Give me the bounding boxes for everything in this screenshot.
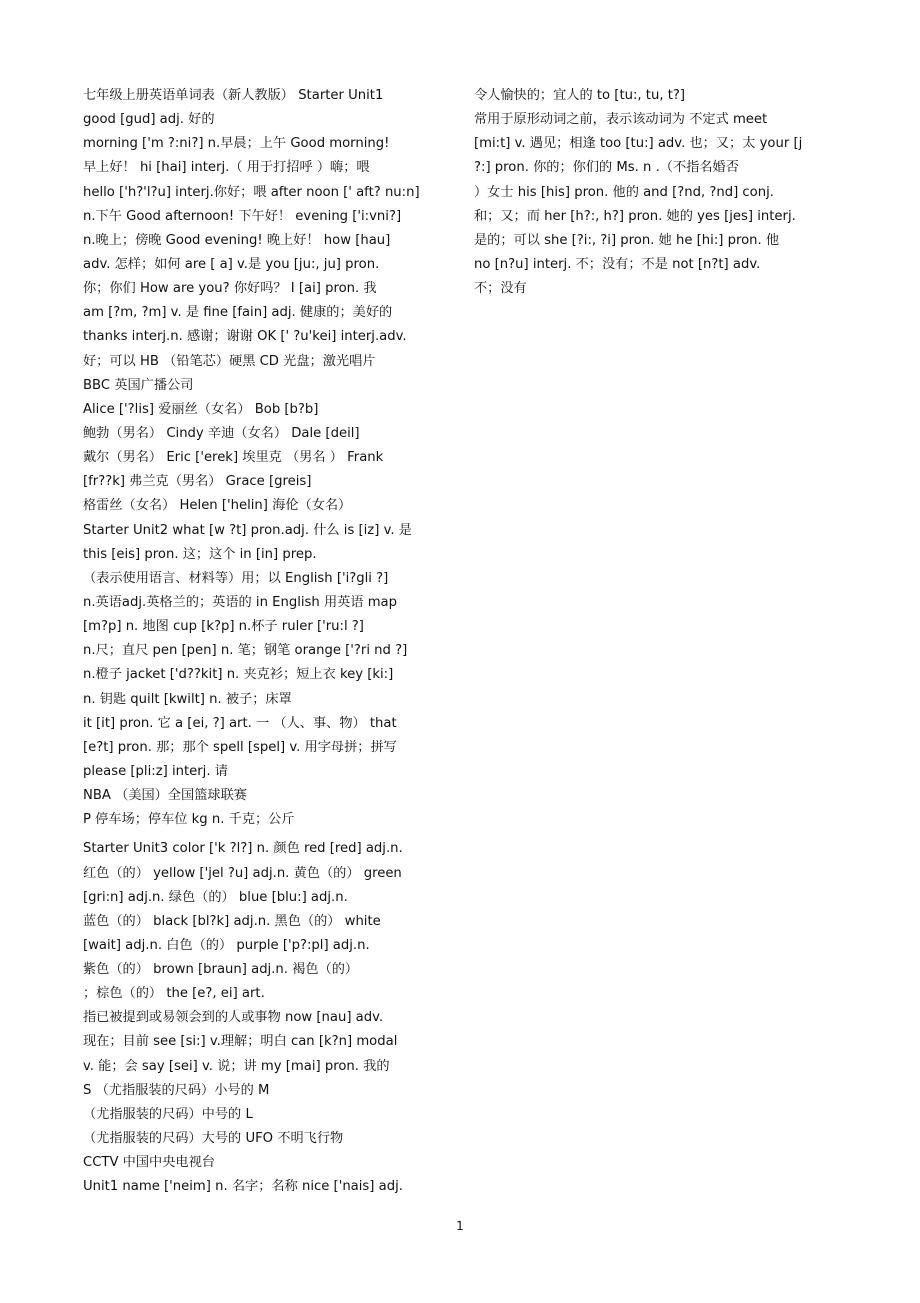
text-line: [fr??k] 弗兰克（男名） Grace [greis] bbox=[83, 474, 312, 490]
text-line: n.橙子 jacket ['d??kit] n. 夹克衫；短上衣 key [ki:] bbox=[83, 667, 394, 683]
text-line: （尤指服装的尺码）大号的 UFO 不明飞行物 bbox=[83, 1131, 344, 1147]
text-line: 和；又；而 her [h?:, h?] pron. 她的 yes [jes] interj. bbox=[474, 208, 796, 224]
text-line: am [?m, ?m] v. 是 fine [fain] adj. 健康的；美好的 bbox=[83, 305, 393, 321]
text-line: 戴尔（男名） Eric ['erek] 埃里克 （男名 ） Frank bbox=[83, 450, 384, 466]
text-line: ?:] pron. 你的；你们的 Ms. n .（不指名婚否 bbox=[474, 160, 739, 176]
text-line: 常用于原形动词之前，表示该动词为 不定式 meet bbox=[474, 112, 768, 128]
text-line: 是的；可以 she [?i:, ?i] pron. 她 he [hi:] pron. 他 bbox=[474, 232, 780, 248]
text-line: [wait] adj.n. 白色（的） purple ['p?:pl] adj.n. bbox=[83, 937, 370, 953]
text-line: 指已被提到或易领会到的人或事物 now [nau] adv. bbox=[83, 1010, 384, 1026]
text-line: 令人愉快的；宜人的 to [tu:, tu, t?] bbox=[474, 88, 686, 103]
text-line: 七年级上册英语单词表（新人教版） Starter Unit1 bbox=[83, 88, 384, 103]
text-line: 现在；目前 see [si:] v.理解；明白 can [k?n] modal bbox=[83, 1034, 398, 1050]
text-line: 不；没有 bbox=[474, 281, 527, 297]
text-line: it [it] pron. 它 a [ei, ?] art. 一 （人、事、物） that bbox=[83, 715, 397, 731]
text-line: CCTV 中国中央电视台 bbox=[83, 1155, 215, 1171]
text-line: 紫色（的） brown [braun] adj.n. 褐色（的） bbox=[83, 962, 359, 978]
text-line: morning ['m ?:ni?] n.早晨；上午 Good morning! bbox=[83, 136, 390, 152]
text-line: this [eis] pron. 这；这个 in [in] prep. bbox=[83, 546, 317, 562]
text-line: no [n?u] interj. 不；没有；不是 not [n?t] adv. bbox=[474, 256, 761, 272]
text-line: 早上好！ hi [hai] interj.（ 用于打招呼 ）嗨；喂 bbox=[83, 160, 370, 176]
text-line: 好；可以 HB （铅笔芯）硬黑 CD 光盘；激光唱片 bbox=[83, 353, 376, 369]
text-line: （表示使用语言、材料等）用；以 English ['i?gli ?] bbox=[83, 570, 389, 586]
text-line: 鲍勃（男名） Cindy 辛迪（女名） Dale [deil] bbox=[83, 425, 360, 441]
text-line: thanks interj.n. 感谢；谢谢 OK [' ?u'kei] interj.adv. bbox=[83, 329, 407, 345]
text-line: adv. 怎样；如何 are [ a] v.是 you [ju:, ju] pron. bbox=[83, 256, 380, 272]
text-line: 格雷丝（女名） Helen ['helin] 海伦（女名） bbox=[83, 498, 352, 514]
text-line: 红色（的） yellow ['jel ?u] adj.n. 黄色（的） green bbox=[83, 865, 402, 881]
page-number: 1 bbox=[456, 1219, 464, 1233]
right-text-column bbox=[474, 84, 814, 301]
text-line: ）女士 his [his] pron. 他的 and [?nd, ?nd] conj. bbox=[474, 184, 774, 200]
text-line: hello ['h?'l?u] interj.你好；喂 after noon [' aft? nu:n] bbox=[83, 184, 420, 200]
text-line: [m?p] n. 地图 cup [k?p] n.杯子 ruler ['ru:l ?] bbox=[83, 619, 364, 635]
text-line: n.晚上；傍晚 Good evening! 晚上好！ how [hau] bbox=[83, 232, 391, 248]
text-line: S （尤指服装的尺码）小号的 M bbox=[83, 1082, 270, 1098]
text-line: n.下午 Good afternoon! 下午好！ evening ['i:vni?] bbox=[83, 208, 402, 224]
text-line: Unit1 name ['neim] n. 名字；名称 nice ['nais] adj. bbox=[83, 1179, 403, 1195]
text-line: BBC 英国广播公司 bbox=[83, 377, 194, 393]
text-line: [gri:n] adj.n. 绿色（的） blue [blu:] adj.n. bbox=[83, 889, 348, 905]
text-line: n.英语adj.英格兰的；英语的 in English 用英语 map bbox=[83, 594, 398, 610]
text-line: good [gud] adj. 好的 bbox=[83, 112, 215, 128]
text-line: n.尺；直尺 pen [pen] n. 笔；钢笔 orange ['?ri nd ?] bbox=[83, 643, 408, 659]
text-line: Starter Unit3 color ['k ?l?] n. 颜色 red [red] adj.n. bbox=[83, 841, 403, 857]
text-line: [mi:t] v. 遇见；相逢 too [tu:] adv. 也；又；太 your [j bbox=[474, 136, 803, 152]
text-line: please [pli:z] interj. 请 bbox=[83, 763, 228, 779]
text-line: ；棕色（的） the [e?, ei] art. bbox=[83, 986, 265, 1002]
text-line: NBA （美国）全国篮球联赛 bbox=[83, 788, 247, 804]
left-text-column bbox=[83, 84, 418, 1199]
text-line: P 停车场；停车位 kg n. 千克；公斤 bbox=[83, 812, 295, 828]
text-line: Starter Unit2 what [w ?t] pron.adj. 什么 is [iz] v. 是 bbox=[83, 522, 412, 538]
text-line: v. 能；会 say [sei] v. 说；讲 my [mai] pron. 我的 bbox=[83, 1058, 390, 1074]
text-line: Alice ['?lis] 爱丽丝（女名） Bob [b?b] bbox=[83, 401, 319, 417]
text-line: 蓝色（的） black [bl?k] adj.n. 黑色（的） white bbox=[83, 913, 381, 929]
text-line: n. 钥匙 quilt [kwilt] n. 被子；床罩 bbox=[83, 691, 292, 707]
text-line: [e?t] pron. 那；那个 spell [spel] v. 用字母拼；拼写 bbox=[83, 739, 397, 755]
text-line: 你；你们 How are you? 你好吗？ I [ai] pron. 我 bbox=[83, 281, 377, 297]
text-line: （尤指服装的尺码）中号的 L bbox=[83, 1106, 253, 1122]
